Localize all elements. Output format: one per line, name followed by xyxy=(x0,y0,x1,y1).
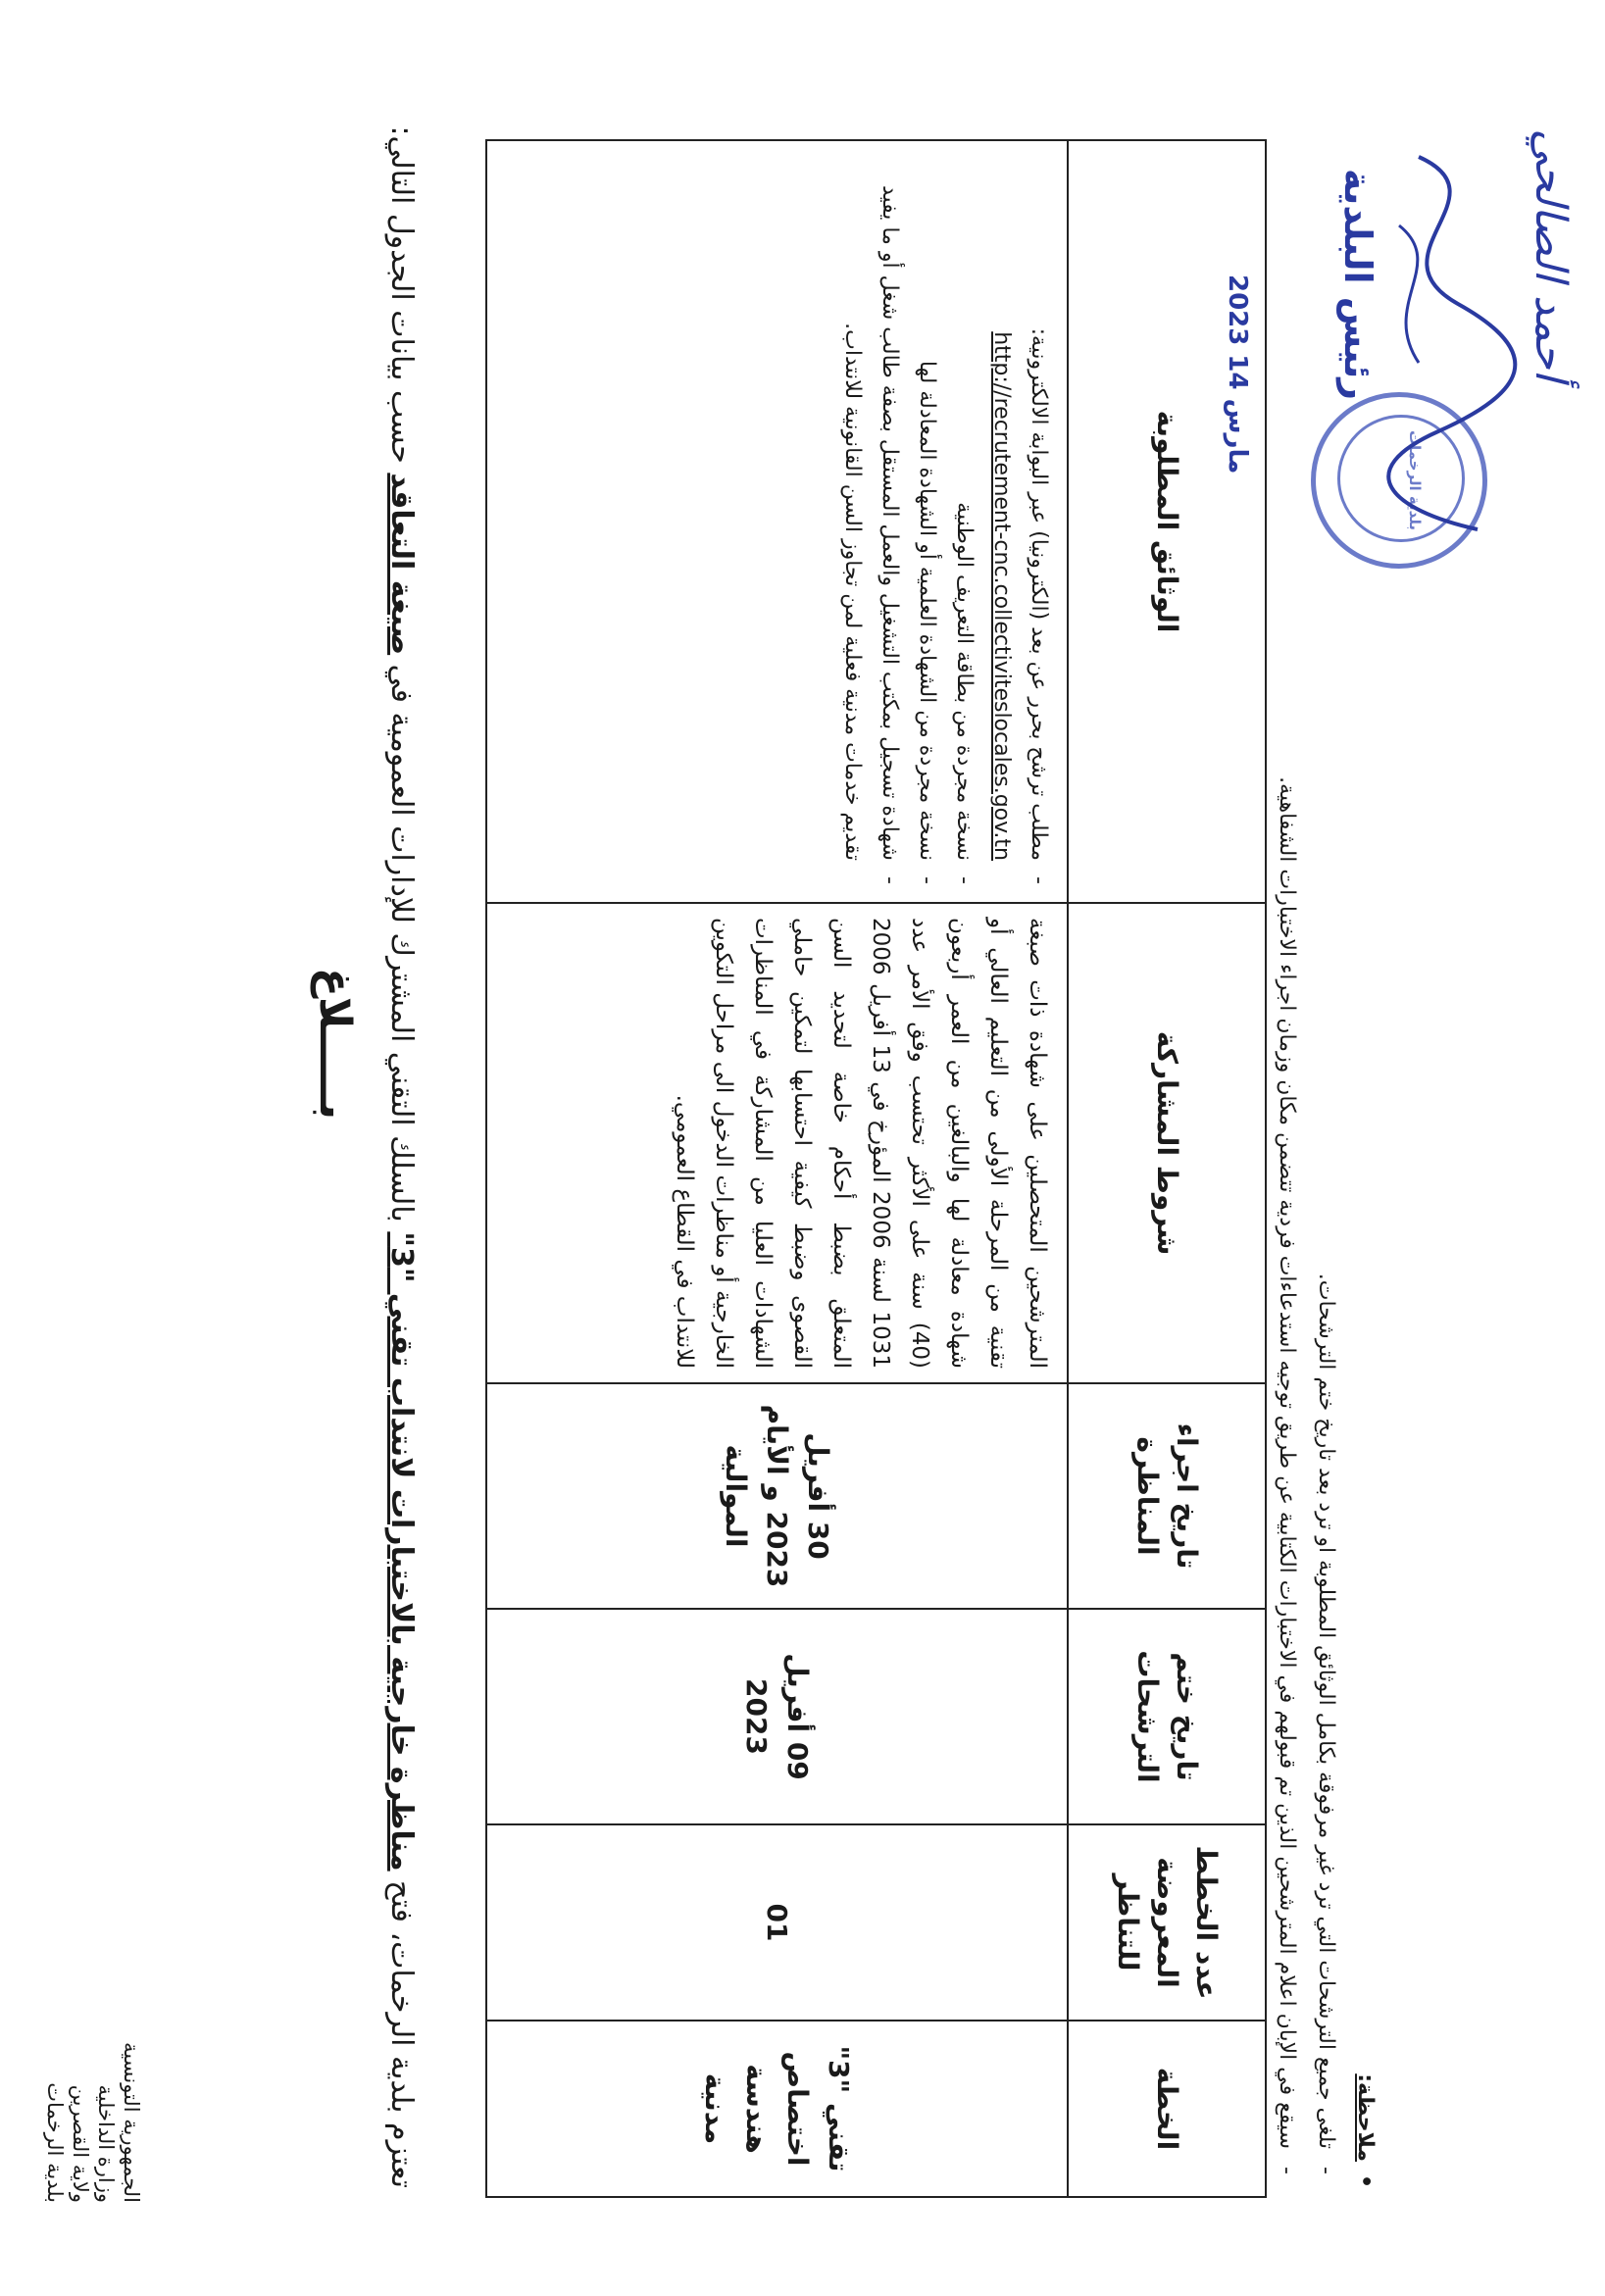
cell-closing-date: 09 أفريل 2023 xyxy=(486,1609,1068,1824)
note-line: - تلغى جميع الترشحات التي ترد غير مرفوقة بكامل الوثائق المطلوبة او ترد بعد تاريخ ختم الترشحات. xyxy=(1306,129,1345,2188)
list-item: - نسخة مجردة من بطاقة التعريف الوطنية xyxy=(945,155,982,861)
header-plan: الخطة xyxy=(1068,2021,1266,2197)
portal-link[interactable]: http://recrutement-cnc.collectiviteslocales.gov.tn xyxy=(989,331,1014,861)
letterhead-line: الجمهورية التونسية xyxy=(120,2042,143,2203)
list-item xyxy=(982,155,1057,861)
header-closing-date: تاريخ ختم الترشحات xyxy=(1068,1609,1266,1824)
cell-exam-date: 30 أفريل 2023 و الأيام الموالية xyxy=(486,1383,1068,1609)
intro-paragraph xyxy=(374,120,428,2188)
cell-documents xyxy=(486,140,1068,903)
letterhead xyxy=(42,1909,144,2203)
table-row xyxy=(486,140,1068,2197)
recruitment-table xyxy=(485,139,1267,2198)
signature-icon xyxy=(1350,137,1566,549)
signatory-name: أحمد الصالحي xyxy=(1526,128,1576,381)
list-item: - شهادة تسجيل بمكتب التشغيل والعمل المستقل بصفة طالب شغل أو ما يفيد تقديم خدمات مدنية فعلية لمن تجاوز السن القانونية للانتداب. xyxy=(833,155,908,861)
list-item: - نسخة مجردة من الشهادة العلمية أو الشهادة المعادلة لها xyxy=(908,155,945,861)
stamp-office: رئيس البلدية xyxy=(1336,168,1379,401)
letterhead-line: ولاية القصرين xyxy=(69,2084,92,2203)
stamp-date: 2023 مارس 14 xyxy=(1223,275,1252,474)
cell-count: 01 xyxy=(486,1824,1068,2021)
intro-text: حسب بيانات الجدول التالي: xyxy=(384,125,419,474)
bullet-icon: • xyxy=(1353,2173,1378,2188)
header-documents: الوثائق المطلوبة xyxy=(1068,140,1266,903)
cell-conditions: المترشحين المتحصلين على شهادة ذات صبغة تقنية من المرحلة الأولى من التعليم العالي أو شهادة معادلة لها والبالغين من العمر أربعون (40) سنة على الأكثر تحتسب وفق الأمر عدد 1031 لسنة 2006 المؤرخ في 13 أفريل 2006 المتعلق بضبط أحكام خاصة لتحديد السن القصوى وضبط كيفية احتسابها لتمكين حاملي الشهادات العليا من المشاركة في المناظرات الخارجية أو مناظرات الدخول الى مراحل التكوين للانتداب في القطاع العمومي. xyxy=(486,903,1068,1383)
header-conditions: شروط المشاركة xyxy=(1068,903,1266,1383)
letterhead-line: وزارة الداخلية xyxy=(94,2084,118,2203)
document-text: مطلب ترشح بحرر عن بعد (الكترونيا) عبر البوابة الالكترونية: xyxy=(1027,327,1051,861)
cell-plan: تقني "3" اختصاص هندسة مدنية xyxy=(486,2021,1068,2197)
header-exam-date: تاريخ اجراء المناظرة xyxy=(1068,1383,1266,1609)
note-line: - سيقع في الإبان اعلام المترشحين الذين تم قبولهم في الاختبارات الكتابية عن طريق توجيه استدعاءات فردية تتضمن مكان وزمان اجراء الاختبارات الشفاهية. xyxy=(1267,129,1306,2188)
intro-text: تعتزم بلدية الرخمات، فتح xyxy=(384,1871,419,2188)
intro-text: بالسلك التقني المشترك للإدارات العمومية في xyxy=(384,655,419,1232)
notes-title: ملاحظة: xyxy=(1353,2073,1378,2162)
page-title: بـــــلاغ xyxy=(310,967,360,1120)
letterhead-line: بلدية الرخمات xyxy=(43,2082,67,2203)
exam-phrase: مناظرة خارجية بالاختبارات لانتداب تقني "3" xyxy=(384,1231,419,1872)
contract-phrase: صيغة التعاقد xyxy=(384,473,419,656)
seal-text: بلدية الرخمات xyxy=(1406,429,1424,531)
header-count: عدد الخطط المعروضة للتناظر xyxy=(1068,1824,1266,2021)
documents-list xyxy=(833,155,1057,888)
